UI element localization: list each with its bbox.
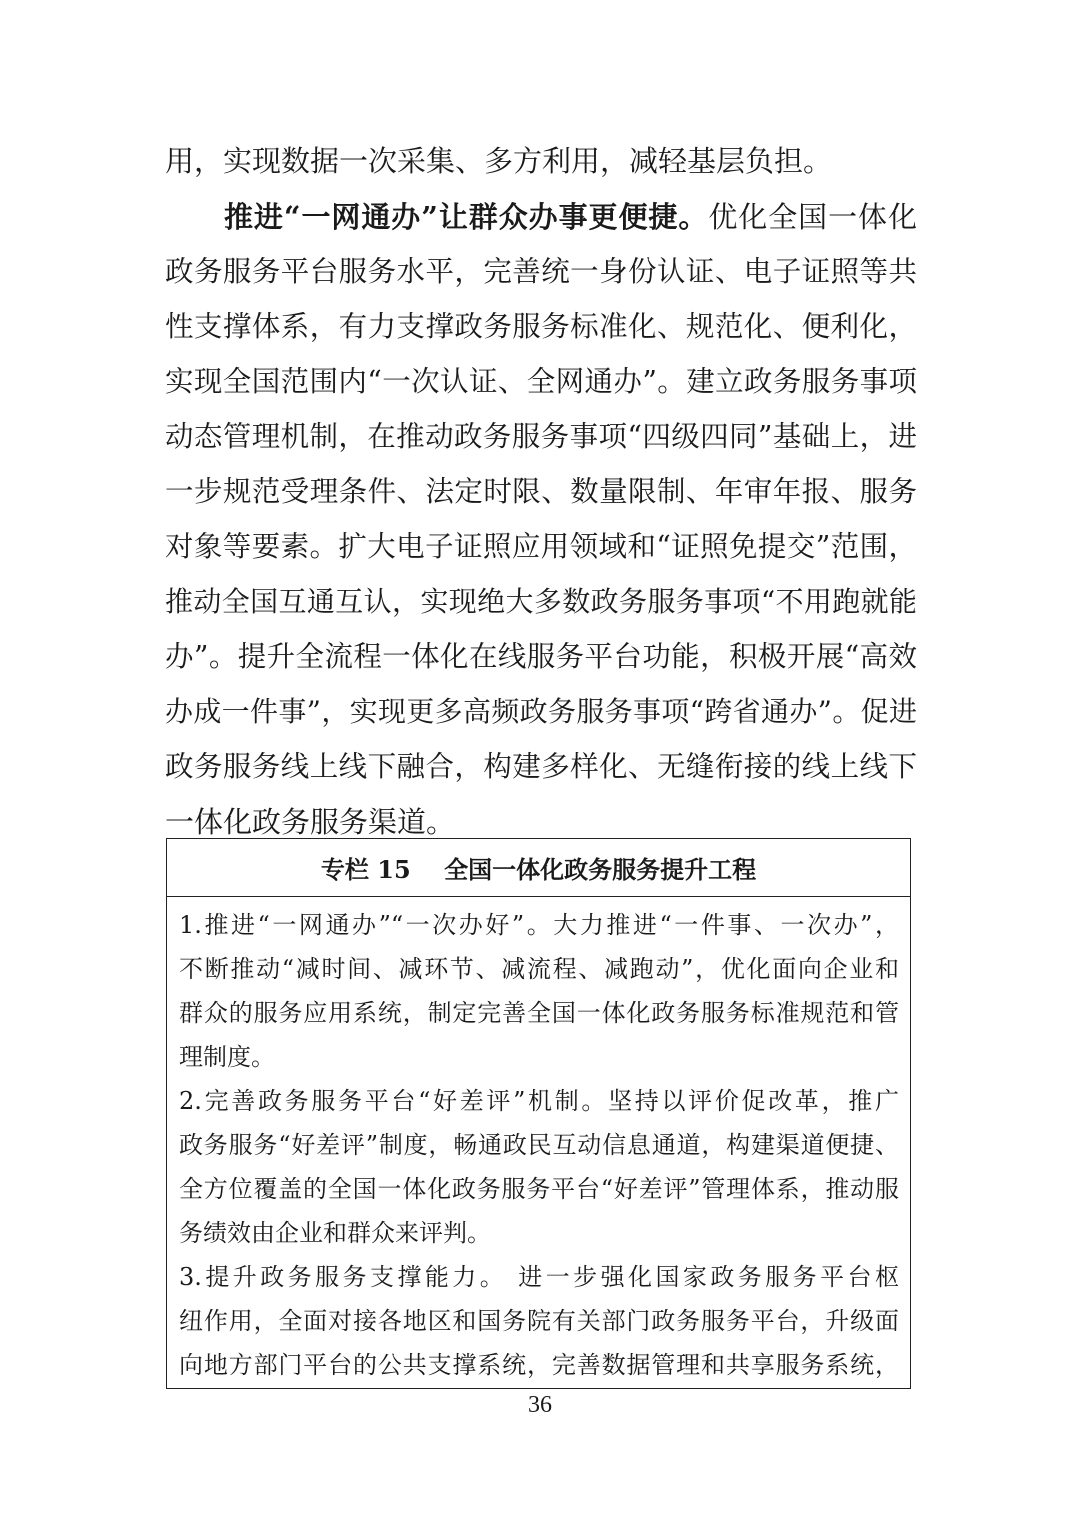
- column-box-line: 向地方部门平台的公共支撑系统，完善数据管理和共享服务系统，: [179, 1351, 899, 1379]
- column-box-line: 群众的服务应用系统，制定完善全国一体化政务服务标准规范和管: [179, 999, 899, 1027]
- column-box-line: 全方位覆盖的全国一体化政务服务平台“好差评”管理体系，推动服: [179, 1175, 899, 1203]
- body-line: 政务服务线上线下融合，构建多样化、无缝衔接的线上线下: [165, 750, 917, 783]
- section-heading: 推进“一网通办”让群众办事更便捷。: [223, 200, 709, 234]
- column-box-line: 1.推进“一网通办”“一次办好”。大力推进“一件事、一次办”，: [179, 911, 899, 939]
- column-box-line: 理制度。: [179, 1043, 275, 1071]
- body-line: 办”。提升全流程一体化在线服务平台功能，积极开展“高效: [165, 640, 917, 673]
- body-line-with-heading: [165, 199, 917, 235]
- body-line: 动态管理机制，在推动政务服务事项“四级四同”基础上，进: [165, 420, 917, 453]
- column-box-line: 2.完善政务服务平台“好差评”机制。坚持以评价促改革，推广: [179, 1087, 899, 1115]
- body-text-span: 优化全国一体化: [708, 200, 917, 234]
- body-line: 用，实现数据一次采集、多方利用，减轻基层负担。: [165, 144, 833, 178]
- body-line: 推动全国互通互认，实现绝大多数政务服务事项“不用跑就能: [165, 585, 917, 618]
- page-number: 36: [528, 1392, 552, 1418]
- column-box-line: 政务服务“好差评”制度，畅通政民互动信息通道，构建渠道便捷、: [179, 1131, 899, 1159]
- body-line: 性支撑体系，有力支撑政务服务标准化、规范化、便利化，: [165, 310, 917, 343]
- body-line: 一步规范受理条件、法定时限、数量限制、年审年报、服务: [165, 475, 917, 508]
- column-box-title: 专栏 15 全国一体化政务服务提升工程: [167, 839, 910, 897]
- body-line: 政务服务平台服务水平，完善统一身份认证、电子证照等共: [165, 255, 917, 288]
- column-box-line: 不断推动“减时间、减环节、减流程、减跑动”，优化面向企业和: [179, 955, 899, 983]
- body-line: 办成一件事”，实现更多高频政务服务事项“跨省通办”。促进: [165, 695, 917, 728]
- body-line: 对象等要素。扩大电子证照应用领域和“证照免提交”范围，: [165, 530, 917, 563]
- body-line: 一体化政务服务渠道。: [165, 805, 456, 839]
- column-box-line: 纽作用，全面对接各地区和国务院有关部门政务服务平台，升级面: [179, 1307, 899, 1335]
- column-box-line: 务绩效由企业和群众来评判。: [179, 1219, 491, 1247]
- body-line: 实现全国范围内“一次认证、全网通办”。建立政务服务事项: [165, 365, 917, 398]
- column-box-line: 3.提升政务服务支撑能力。 进一步强化国家政务服务平台枢: [179, 1263, 899, 1291]
- column-box: [166, 838, 911, 1389]
